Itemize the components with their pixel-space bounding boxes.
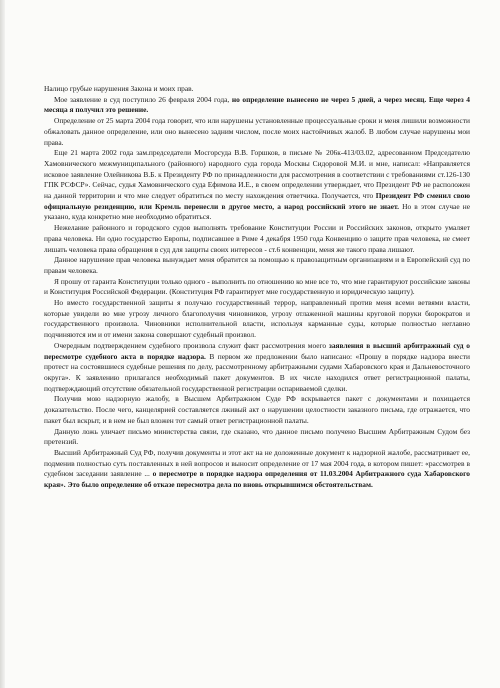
paragraph	[44, 448, 470, 491]
paragraph	[44, 95, 470, 116]
paragraph	[44, 341, 470, 395]
bold-text-segment: заявления в высший арбитражный суд о пересмотре судебного акта в порядке надзора.	[44, 340, 470, 361]
text-segment: Данное нарушение прав человека вынуждает меня обратится за помощью к правозащитным организациям и в Европейский суд по правам человека.	[44, 255, 470, 275]
paragraph	[44, 427, 470, 448]
bold-text-segment: Президент РФ сменил свою официальную резиденцию, или Кремль перенесли в другое место, а народ российский этого не знает.	[44, 191, 470, 211]
paragraph	[44, 394, 470, 426]
text-segment: Получив мою надзорную жалобу, в Высшем Арбитражном Суде РФ вскрывается пакет с документами и похищается доказательство. После чего, канцелярией составляется лживый акт о нарушении целостности заказного письма, где отражается, что пакет был вскрыт, и в нем не был вложен тот самый ответ регистрационной палаты.	[44, 394, 470, 425]
bold-text-segment: но определение вынесено не через 5 дней, а через месяц. Еще через 4 месяца я получил это решение.	[44, 94, 470, 115]
paragraph	[44, 223, 470, 255]
bold-text-segment: о пересмотре в порядке надзора определения от 11.03.2004 Арбитражного суда Хабаровского края». Это было определение об отказе пересмотра дела по вновь открывшимся обстоятельствам.	[44, 469, 470, 490]
document-body	[44, 84, 470, 491]
text-segment: Высший Арбитражный Суд РФ, получив документы и этот акт на не доложенные документ к надзорной жалобе, рассматривает ее, подменив полностью суть поставленных в ней вопросов и выносит определение от 17 мая 2004 года, в котором пишет: «рассмотрев в судебном заседании заявление ...	[44, 447, 470, 479]
text-segment: Я прошу от гаранта Конституции только одного - выполнить по отношению ко мне все то, что мне гарантируют российские законы и Конституция Российской Федерации. (Конституция РФ гарантирует мне государственную и юридическую защиту).	[44, 276, 470, 297]
paragraph	[44, 116, 470, 148]
text-segment: Определение от 25 марта 2004 года говорит, что или нарушены установленные процессуальные сроки и меня лишили возможности обжаловать данное определение, или оно вынесено задним числом, после моих настойчивых жалоб. В любом случае нарушены мои права.	[44, 116, 470, 147]
text-segment: Но вместо государственной защиты я получаю государственный террор, направленный против меня всеми ветвями власти, которые увидели во мне угрозу личного благополучия чиновников, угрозу отлаженной машины круговой поруки бюрократов и государственного произвола. Чиновники исполнительной власти, используя карманные суды, которые полностью неглавно подчиняются им и от имени закона совершают судебный произвол.	[44, 298, 470, 340]
text-segment: Мое заявление в суд поступило 26 февраля 2004 года,	[54, 94, 232, 104]
text-segment: Очередным подтверждением судебного произвола служит факт рассмотрения моего	[54, 340, 329, 350]
paragraph	[44, 255, 470, 276]
text-segment: Налицо грубые нарушения Закона и моих прав.	[44, 84, 194, 93]
paragraph	[44, 84, 470, 95]
paragraph	[44, 277, 470, 298]
text-segment: В первом же предложении было написано: «Прошу в порядке надзора внести протест на состоявшиеся судебные решения по делу, рассмотренному арбитражными судами Хабаровского края и Дальневосточного округа». К заявлению прилагался необходимый пакет документов. В их числе находился ответ регистрационной палаты, подтверждающий отсутствие обязательной государственной регистрации оспариваемой сделки.	[44, 351, 470, 393]
paragraph	[44, 148, 470, 223]
text-segment: Данную ложь уличает письмо министерства связи, где сказано, что данное письмо получено Высшим Арбитражным Судом без претензий.	[44, 426, 470, 447]
text-segment: Но в этом случае не указано, куда конкретно мне необходимо обратиться.	[44, 201, 470, 222]
paragraph	[44, 298, 470, 341]
page-shadow-edge	[0, 0, 5, 688]
text-segment: Нежелание районного и городского судов выполнять требование Конституции России и Российских законов, открыто умаляет права человека. Ни одно государство Европы, подписавшее в Риме 4 декабря 1950 года Конвенцию о защите прав человека, не смеет лишать человека права обращения в суд для защиты своих интересов - ст.6 конвенции, меня же такого права лишают.	[44, 223, 470, 254]
text-segment: Еще 21 марта 2002 года зам.председатели Мосгорсуда В.В. Горшков, в письме № 206к-413/03.02, адресованном Председателю Хамовнического межмуниципального (районного) народного суда города Москвы Сидоровой М.И. и мне, написал: «Направляется исковое заявление Олейникова В.Б. к Президенту РФ по принадлежности для рассмотрения в соответствии с требованиями ст.126-130 ГПК РСФСР». Сейчас, судья Хамовнического суда Ефимова И.Е., в своем определении утверждает, что Президент РФ не расположен на данной территории и что мне следует обратиться по месту нахождения ответчика. Получается, что	[44, 148, 470, 201]
